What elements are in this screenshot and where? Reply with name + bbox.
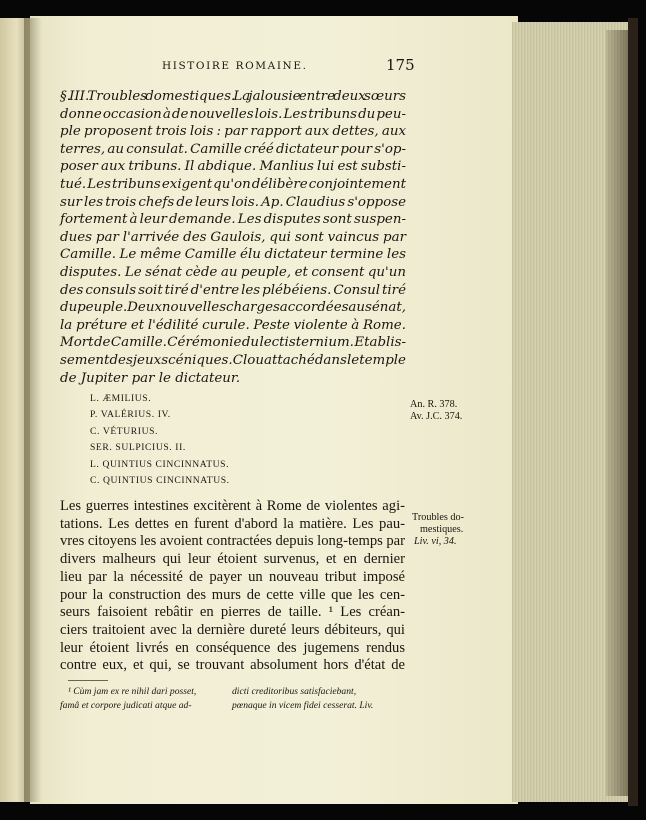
tribune-name: C. QUINTIUS CINCINNATUS. <box>90 475 230 486</box>
tribune-name: C. VÉTURIUS. <box>90 425 159 437</box>
summary-line: la préture et l'édilité curule. Peste violente à Rome. <box>60 317 406 333</box>
summary-line: ple proposent trois lois : par rapport aux dettes, aux <box>60 124 406 140</box>
tribune-name: P. VALÉRIUS. IV. <box>90 409 171 421</box>
page-number: 175 <box>386 56 415 74</box>
date-note-line: An. R. 378. <box>410 399 458 410</box>
spine-shadow <box>24 18 42 802</box>
tribune-name: SER. SULPICIUS. II. <box>90 442 186 454</box>
summary-line: du peuple. Deux nouvelles charges accordées au sénat, <box>60 300 406 316</box>
summary-line: §. III. Troubles domestiques. La jalousie entre deux sœurs <box>60 89 406 104</box>
body-line: pour la construction des murs de cette ville que les cen- <box>60 586 405 603</box>
summary-line: Mort de Camille. Cérémonie du lectisternium. Etablis- <box>60 335 406 351</box>
footnote-line: dicti creditoribus satisfaciebant, <box>232 686 357 697</box>
summary-line: sement des jeux scéniques. Clou attaché dans le temple <box>60 353 406 368</box>
body-line: divers malheurs qui leur étoient survenus, et en dernier <box>60 551 405 568</box>
running-title: HISTOIRE ROMAINE. <box>162 60 308 72</box>
body-line: Les guerres intestines excitèrent à Rome de violentes agi- <box>60 498 405 514</box>
summary-line: disputes. Le sénat cède au peuple, et consent qu'un <box>60 265 406 280</box>
body-line: ciers traitoient avec la dernière dureté leurs débiteurs, qui <box>60 621 405 638</box>
summary-line: de Jupiter par le dictateur. <box>60 370 241 386</box>
side-note-line: Liv. vi, 34. <box>414 536 457 547</box>
summary-line: des consuls soit tiré d'entre les plébéiens. Consul tiré <box>60 282 406 298</box>
summary-line: poser aux tribuns. Il abdique. Manlius lui est substi- <box>60 159 406 175</box>
body-line: tations. Les dettes en furent d'abord la matière. Les pau- <box>60 515 405 532</box>
footnote-line: ¹ Cùm jam ex re nihil dari posset, <box>68 686 197 697</box>
footnote-line: pœnaque in vicem fidei cesserat. Liv. <box>232 700 374 711</box>
body-line: leur étoient livrés en conséquence des jugemens rendus <box>60 639 405 656</box>
body-line: contre eux, et qui, se trouvant absolument hors d'état de <box>60 657 405 674</box>
side-note-line: mestiques. <box>420 524 464 535</box>
tribune-name: L. QUINTIUS CINCINNATUS. <box>90 458 230 470</box>
footnote-line: famâ et corpore judicati atque ad- <box>60 700 192 711</box>
summary-line: donne occasion à de nouvelles lois. Les tribuns du peu- <box>60 106 406 122</box>
summary-line: Camille. Le même Camille élu dictateur termine les <box>60 247 406 263</box>
summary-line: tué. Les tribuns exigent qu'on délibère conjointement <box>60 177 406 192</box>
book-cover-edge <box>628 18 638 806</box>
footnote-rule <box>68 680 108 681</box>
tribune-name: L. ÆMILIUS. <box>90 393 152 404</box>
summary-line: dues par l'arrivée des Gaulois, qui sont vaincus par <box>60 229 406 245</box>
summary-line: fortement à leur demande. Les disputes sont suspen- <box>60 212 406 228</box>
summary-line: sur les trois chefs de leurs lois. Ap. Claudius s'oppose <box>60 194 406 210</box>
date-note-line: Av. J.C. 374. <box>410 411 463 422</box>
body-line: lieu par la nécessité de payer un nouveau tribut imposé <box>60 568 405 585</box>
summary-line: terres, au consulat. Camille créé dictateur pour s'op- <box>60 141 406 157</box>
body-line: vres citoyens les avoient contractées depuis long-temps par <box>60 533 405 550</box>
side-note-line: Troubles do- <box>412 512 464 523</box>
body-line: seurs faisoient rebâtir en pierres de taille. ¹ Les créan- <box>60 604 405 621</box>
